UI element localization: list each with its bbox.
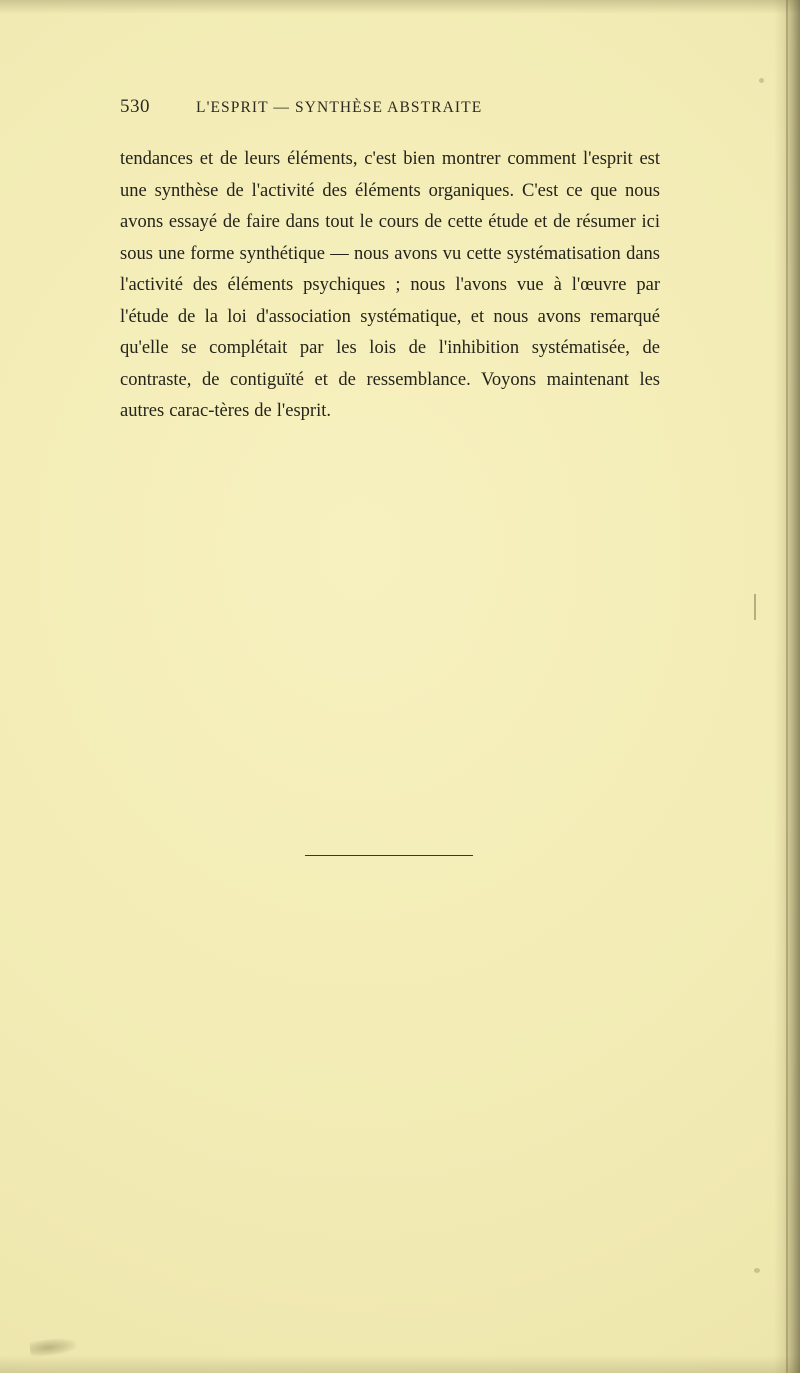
body-paragraph: tendances et de leurs éléments, c'est bien montrer comment l'esprit est une synthèse de l'activité des éléments organiques. C'est ce que nous avons essayé de faire dans tout le cours de cette étude et de résumer ici sous une forme synthétique — nous avons vu cette systématisation dans l'activité des éléments psychiques ; nous l'avons vue à l'œuvre par l'étude de la loi d'association systématique, et nous avons remarqué qu'elle se complétait par les lois de l'inhibition systématisée, de contraste, de contiguïté et de ressemblance. Voyons maintenant les autres carac-tères de l'esprit. xyxy=(120,149,660,421)
speck-right-lower xyxy=(754,1268,760,1273)
speck-right-upper xyxy=(759,78,764,83)
running-head-title: L'ESPRIT — SYNTHÈSE ABSTRAITE xyxy=(196,99,483,116)
page-bottom-shadow xyxy=(0,1355,800,1373)
page-right-edge-line xyxy=(786,0,788,1373)
text-column xyxy=(120,96,660,428)
page-number: 530 xyxy=(120,96,150,117)
section-divider-rule xyxy=(305,855,473,856)
edge-tick-upper xyxy=(754,594,756,620)
running-head xyxy=(120,96,660,118)
body-text xyxy=(120,144,660,428)
page-top-shadow xyxy=(0,0,800,14)
